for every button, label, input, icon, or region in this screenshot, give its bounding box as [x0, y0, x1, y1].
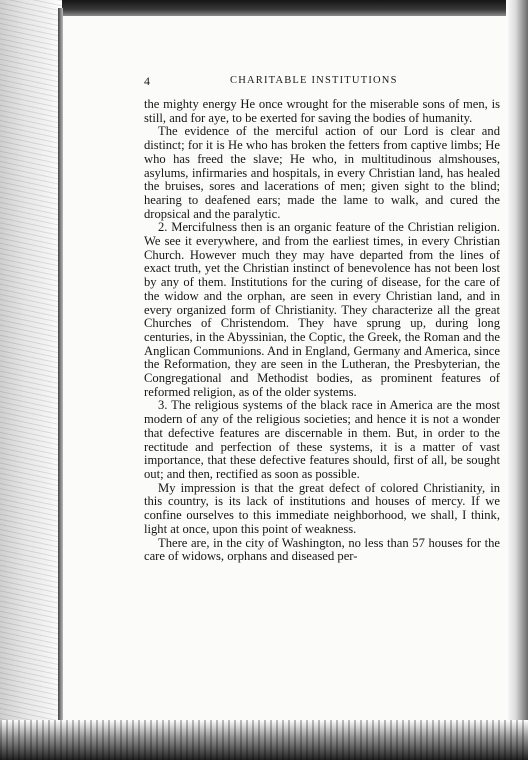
page-number: 4: [144, 74, 150, 88]
paragraph-continued: the mighty energy He once wrought for the miserable sons of men, is still, and for aye, to be exerted for saving the bodies of humanity.: [144, 97, 500, 125]
scan-right-margin: [506, 0, 528, 760]
paragraph: 3. The religious systems of the black race in America are the most modern of any of the religious societies; and hence it is not a wonder that defective features are discernable in them. But, in order to the rectitude and perfection of these systems, it is a matter of vast importance, that these defective features should, first of all, be sought out; and then, rectified as soon as possible.: [144, 398, 500, 481]
paragraph: My impression is that the great defect of colored Christianity, in this country, is its lack of institutions and houses of mercy. If we confine ourselves to this immediate neighborhood, we shall, I think, light at once, upon this point of weakness.: [144, 480, 500, 536]
paragraph: The evidence of the merciful action of our Lord is clear and distinct; for it is He who has broken the fetters from captive limbs; He who has freed the slave; He who, in multitudinous almshouses, asylums, infirmaries and hospitals, in every Christian land, has healed the bruises, sores and lacerations of men; given sight to the blind; hearing to deafened ears; made the lame to walk, and cured the dropsical and the paralytic.: [144, 124, 500, 221]
running-header: [82, 71, 502, 91]
body-text: [144, 98, 500, 564]
paragraph: 2. Mercifulness then is an organic feature of the Christian religion. We see it everywhere, and from the earliest times, in every Christian Church. However much they may have departed from the lines of exact truth, yet the Christian instinct of benevolence has not been lost by any of them. Institutions for the curing of disease, for the care of the widow and the orphan, are seen in every Christian land, and in every organized form of Christianity. They characterize all the great Churches of Christendom. They have sprung up, during long centuries, in the Abyssinian, the Coptic, the Greek, the Roman and the Anglican Communions. And in England, Germany and America, since the Reformation, they are seen in the Lutheran, the Presbyterian, the Congregational and Methodist bodies, as prominent features of reformed religion, as of the older systems.: [144, 220, 500, 399]
scan-bottom-border: [0, 720, 528, 760]
running-head-title: CHARITABLE INSTITUTIONS: [230, 75, 398, 86]
paragraph: There are, in the city of Washington, no less than 57 houses for the care of widows, orphans and diseased per-: [144, 535, 500, 564]
scan-left-margin: [0, 0, 62, 760]
scan-top-border: [0, 0, 528, 16]
